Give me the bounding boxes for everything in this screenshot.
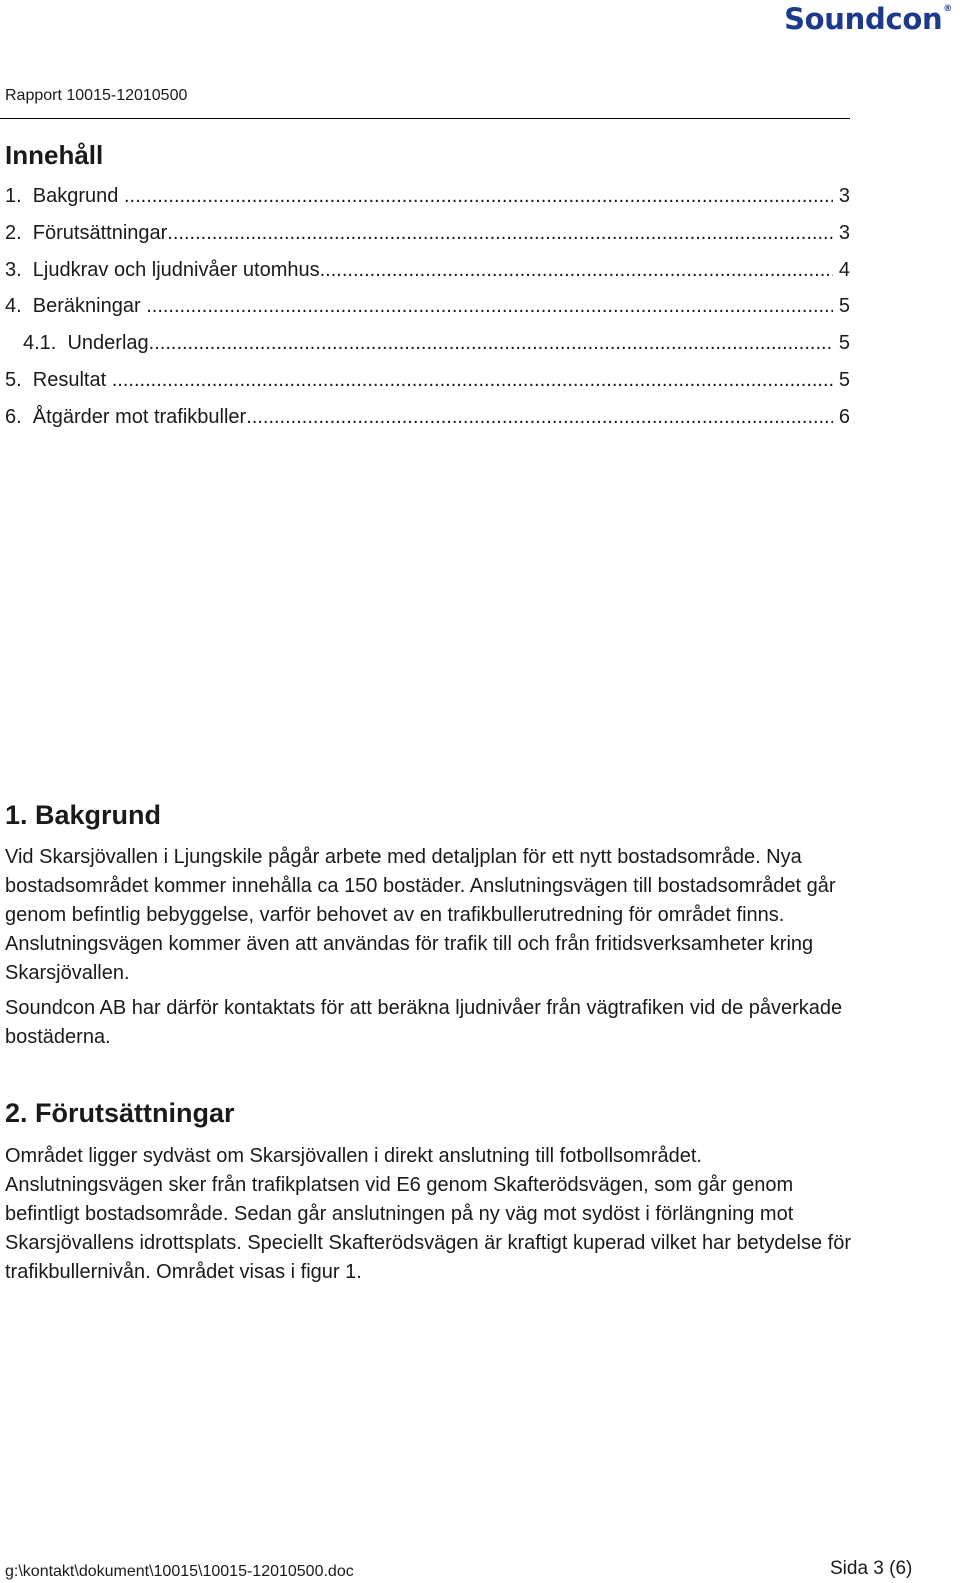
toc-entry-page: 6 xyxy=(833,405,850,428)
header-divider xyxy=(0,118,850,119)
paragraph-bakgrund-1: Vid Skarsjövallen i Ljungskile pågår arbete med detaljplan för ett nytt bostadsområde. Nya bostadsområdet kommer innehålla ca 150 bostäder. Anslutningsvägen till bostadsområdet går genom befintlig bebyggelse, varför behovet av en trafikbullerutredning för området finns. Anslutningsvägen kommer även att användas för trafik till och från fritidsverksamheter kring Skarsjövallen. xyxy=(5,846,836,984)
paragraph-forutsattningar: Området ligger sydväst om Skarsjövallen i direkt anslutning till fotbollsområdet. Anslutningsvägen sker från trafikplatsen vid E6 genom Skafterödsvägen, som går genom befintligt bostadsområde. Sedan går anslutningen på ny väg mot sydöst i förlängning mot Skarsjövallens idrottsplats. Speciellt Skafterödsvägen är kraftigt kuperad vilket har betydelse för trafikbullernivån. Området visas i figur 1. xyxy=(5,1145,851,1283)
toc-entry-number: 4.1. xyxy=(23,332,68,355)
toc-entry-bakgrund[interactable] xyxy=(5,181,850,218)
toc-entry-number: 1. xyxy=(5,185,33,207)
toc-entry-page: 5 xyxy=(833,368,850,391)
toc-entry-page: 3 xyxy=(833,185,850,207)
toc-dot-leader xyxy=(167,218,833,248)
heading-forutsattningar: 2. Förutsättningar xyxy=(5,1098,235,1128)
report-number: Rapport 10015-12010500 xyxy=(5,87,188,104)
toc-entry-underlag[interactable] xyxy=(5,328,850,365)
paragraph-bakgrund-2: Soundcon AB har därför kontaktats för att beräkna ljudnivåer från vägtrafiken vid de påverkade bostäderna. xyxy=(5,997,843,1048)
toc-title: Innehåll xyxy=(5,140,104,170)
table-of-contents xyxy=(5,181,850,439)
toc-entry-number: 4. xyxy=(5,295,33,318)
toc-entry-number: 5. xyxy=(5,368,33,391)
footer-file-path: g:\kontakt\dokument\10015\10015-12010500.doc xyxy=(5,1563,354,1580)
logo-text: Soundcon xyxy=(784,2,943,36)
toc-entry-page: 4 xyxy=(833,258,850,281)
toc-entry-page: 3 xyxy=(833,221,850,244)
toc-dot-leader xyxy=(246,402,833,432)
toc-entry-ljudkrav[interactable] xyxy=(5,255,850,292)
toc-dot-leader xyxy=(320,255,834,285)
registered-mark: ® xyxy=(943,4,952,14)
toc-entry-berakningar[interactable] xyxy=(5,291,850,328)
toc-entry-forutsattningar[interactable] xyxy=(5,218,850,255)
toc-entry-label: Resultat xyxy=(32,368,112,391)
toc-entry-number: 6. xyxy=(5,405,33,428)
toc-entry-page: 5 xyxy=(833,332,850,355)
toc-entry-label: Förutsättningar xyxy=(32,221,168,244)
toc-entry-number: 3. xyxy=(5,258,33,281)
toc-dot-leader xyxy=(149,328,834,358)
toc-entry-resultat[interactable] xyxy=(5,365,850,402)
toc-dot-leader xyxy=(112,365,834,395)
heading-bakgrund: 1. Bakgrund xyxy=(5,800,162,830)
soundcon-logo xyxy=(784,2,952,36)
toc-entry-label: Åtgärder mot trafikbuller xyxy=(32,405,247,428)
toc-entry-label: Ljudkrav och ljudnivåer utomhus xyxy=(32,258,320,281)
toc-entry-atgarder[interactable] xyxy=(5,402,850,439)
toc-entry-label: Underlag xyxy=(67,332,149,355)
toc-entry-number: 2. xyxy=(5,221,33,244)
toc-entry-label: Bakgrund xyxy=(32,185,124,207)
toc-dot-leader xyxy=(124,181,833,211)
toc-entry-label: Beräkningar xyxy=(32,295,147,318)
toc-dot-leader xyxy=(146,291,833,321)
footer-page-number: Sida 3 (6) xyxy=(830,1558,913,1579)
toc-entry-page: 5 xyxy=(833,295,850,318)
